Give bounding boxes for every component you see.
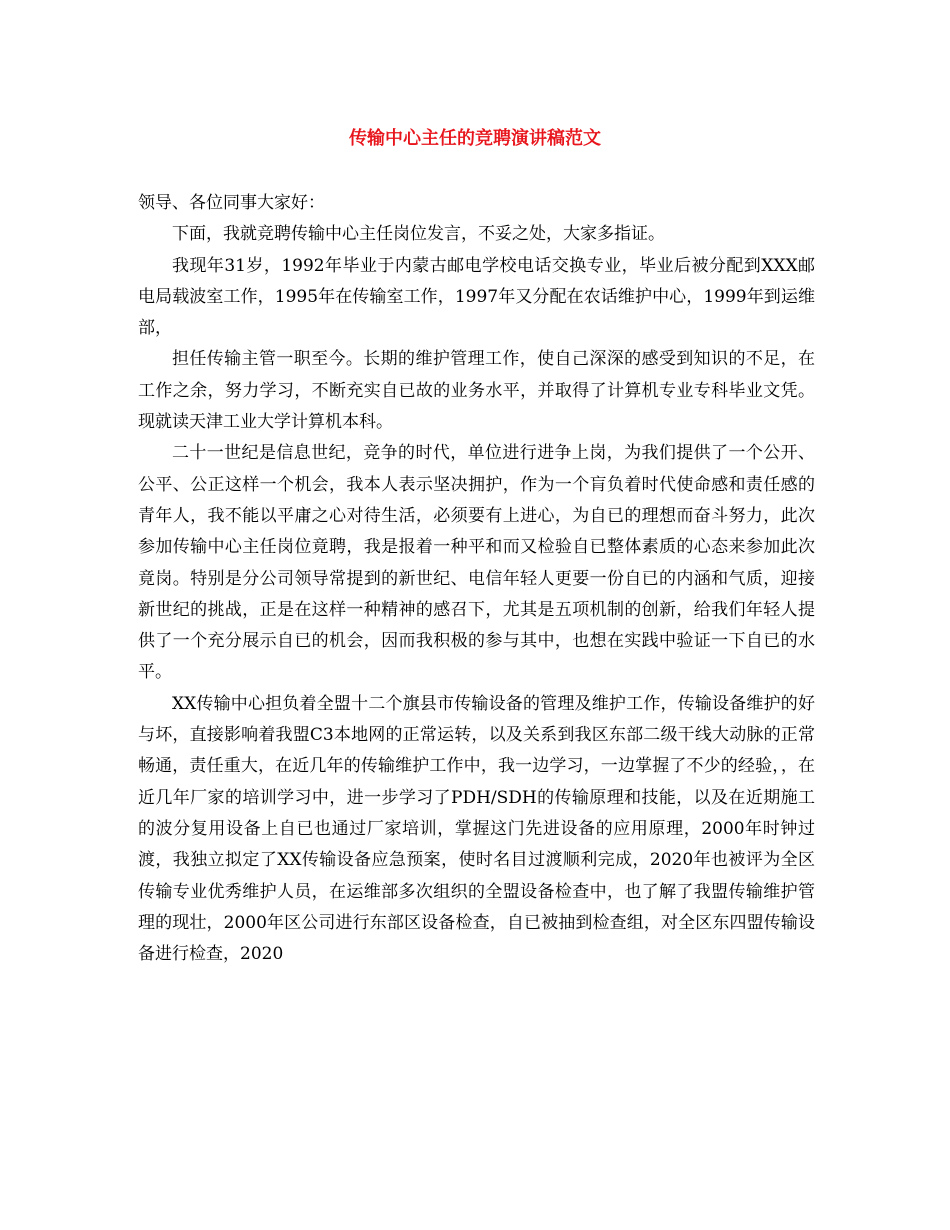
paragraph: 下面，我就竞聘传输中心主任岗位发言，不妥之处，大家多指证。 [172,224,665,245]
paragraph: 担任传输主管一职至今。长期的维护管理工作，使自己深深的感受到知识的不足，在工作之余，努力学习，不断充实自已故的业务水平，并取得了计算机专业专科毕业文凭。现就读天津工业大学计算机本科。 [138,349,815,433]
paragraph: 二十一世纪是信息世纪，竞争的时代，单位进行进争上岗，为我们提供了一个公开、公平、公正这样一个机会，我本人表示坚决拥护，作为一个肓负着时代使命感和责任感的青年人，我不能以平庸之心对待生活，必须要有上进心，为自已的理想而奋斗努力，此次参加传输中心主任岗位竟聘，我是报着一种平和而又检验自已整体素质的心态来参加此次竟岗。特别是分公司领导常提到的新世纪、电信年轻人更要一份自已的内涵和气质，迎接新世纪的挑战，正是在这样一种精神的感召下，尤其是五项机制的创新，给我们年轻人提供了一个充分展示自已的机会，因而我积极的参与其中，也想在实践中验证一下自已的水平。 [138,443,815,683]
salutation: 领导、各位同事大家好： [138,193,325,213]
document-title: 传输中心主任的竞聘演讲稿范文 [349,128,601,149]
paragraph: 我现年31岁，1992年毕业于内蒙古邮电学校电话交换专业，毕业后被分配到XXX邮电局载波室工作，1995年在传输室工作，1997年又分配在农话维护中心，1999年到运维部， [138,255,815,339]
document-body [138,188,815,970]
paragraph: XX传输中心担负着全盟十二个旗县市传输设备的管理及维护工作，传输设备维护的好与坏，直接影响着我盟C3本地网的正常运转，以及关系到我区东部二级干线大动脉的正常畅通，责任重大，在近几年的传输维护工作中，我一边学习，一边掌握了不少的经验，，在近几年厂家的培训学习中，进一步学习了PDH/SDH的传输原理和技能，以及在近期施工的波分复用设备上自已也通过厂家培训，掌握这门先进设备的应用原理，2000年时钟过渡，我独立拟定了XX传输设备应急预案，使时名目过渡顺利完成，2020年也被评为全区传输专业优秀维护人员，在运维部多次组织的全盟设备检查中，也了解了我盟传输维护管理的现壮，2000年区公司进行东部区设备检查，自已被抽到检查组，对全区东四盟传输设备进行检查，2020 [138,693,815,965]
